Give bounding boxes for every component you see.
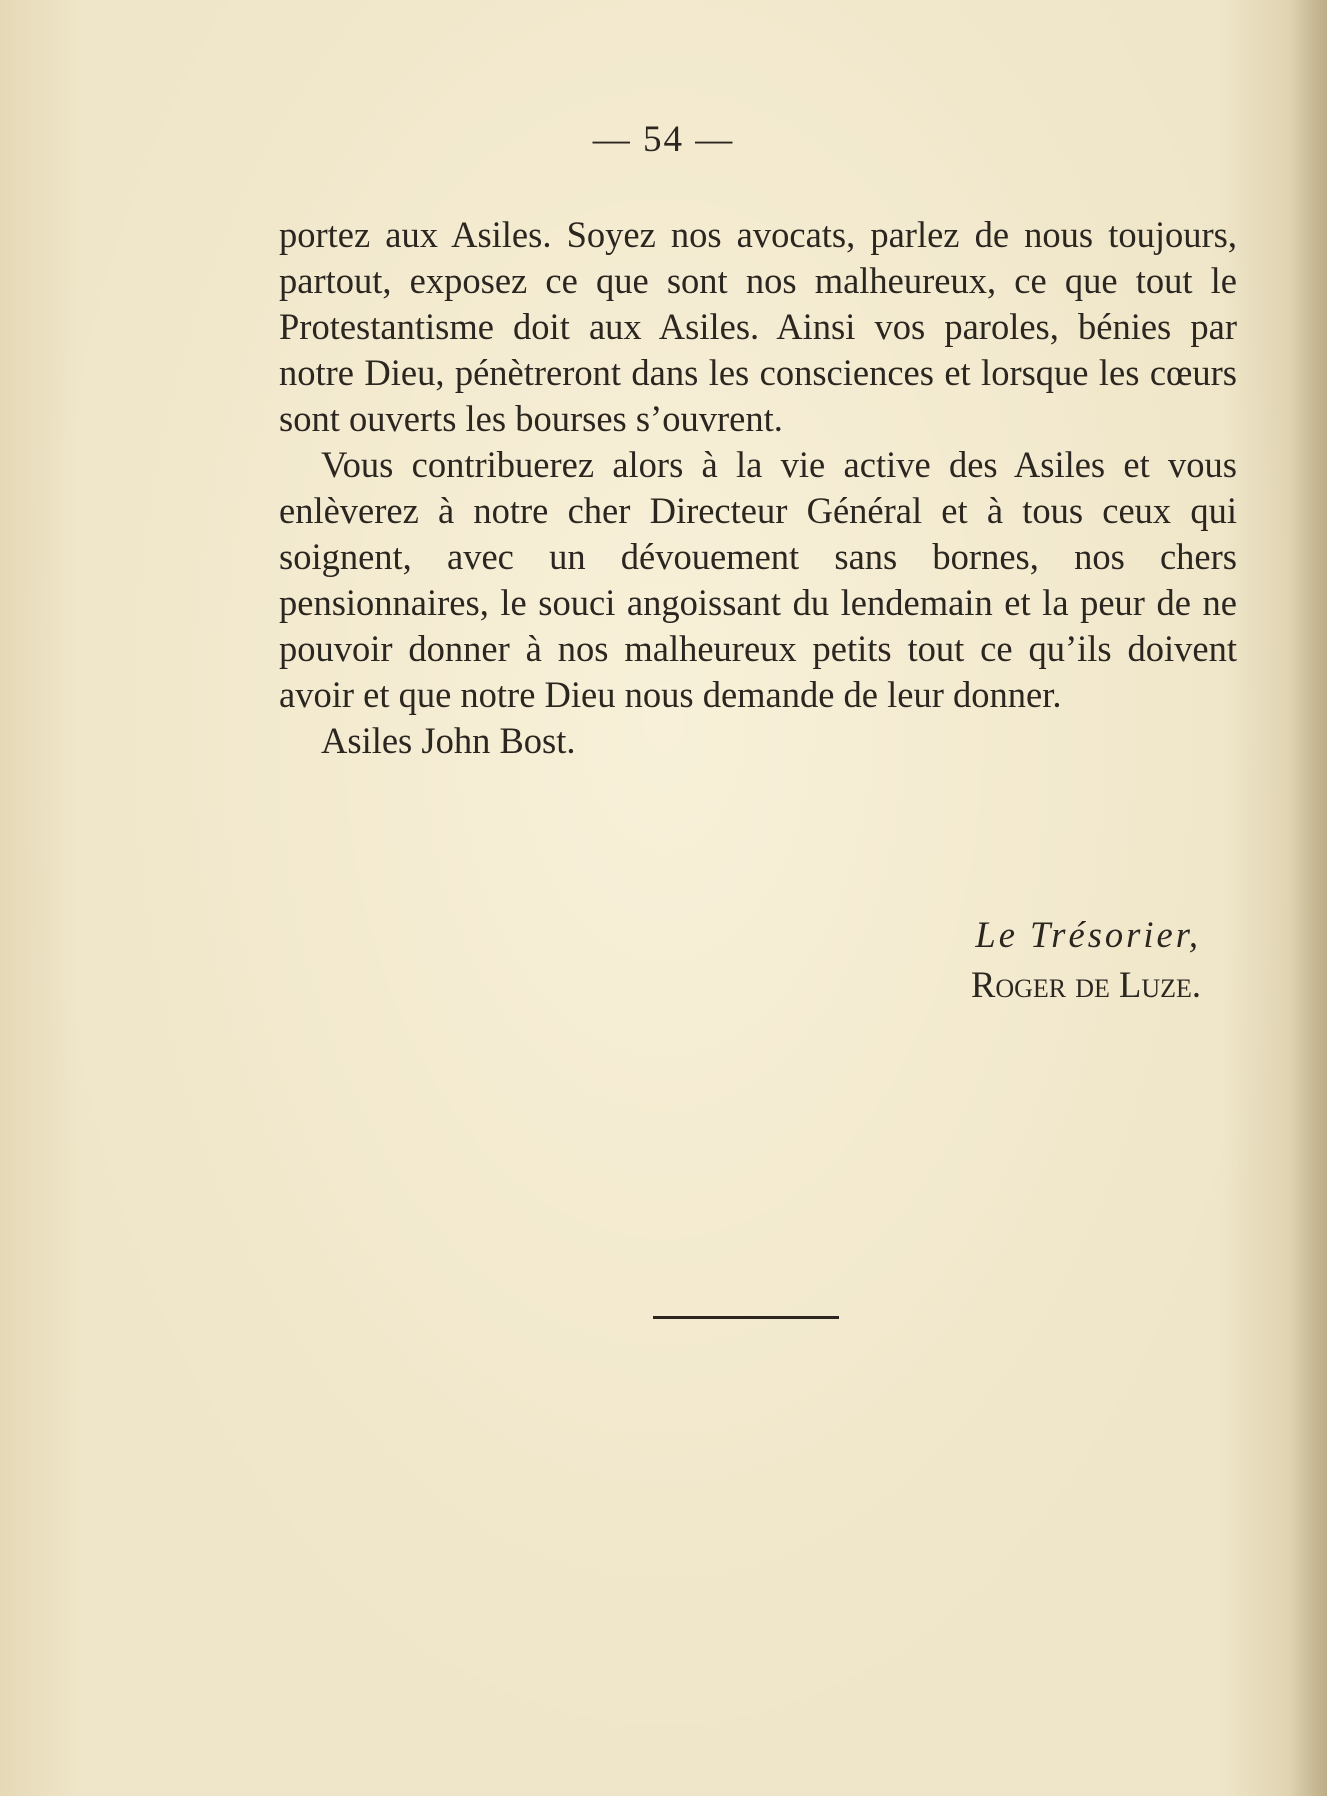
paragraph-1: portez aux Asiles. Soyez nos avocats, parlez de nous toujours, partout, exposez ce que sont nos malheureux, ce que tout le Protestantisme doit aux Asiles. Ainsi vos paroles, bénies par notre Dieu, pénètreront dans les consciences et lorsque les cœurs sont ouverts les bourses s’ouvrent. [279, 214, 1237, 439]
page-edge-shadow [1289, 0, 1327, 1796]
paragraph-closing: Asiles John Bost. [321, 720, 576, 761]
paragraph-2: Vous contribuerez alors à la vie active des Asiles et vous enlèverez à notre cher Directeur Général et à tous ceux qui soignent, avec un dévouement sans bornes, nos chers pensionnaires, le souci angoissant du lendemain et la peur de ne pouvoir donner à nos malheureux petits tout ce qu’ils doivent avoir et que notre Dieu nous demande de leur donner. [279, 444, 1237, 715]
signature-block [971, 910, 1201, 1010]
signature-title: Le Trésorier, [975, 914, 1201, 955]
letter-body [279, 212, 1237, 764]
section-divider-rule [653, 1316, 839, 1319]
page-number: — 54 — [592, 119, 735, 160]
signature-name: Roger de Luze. [971, 964, 1201, 1005]
